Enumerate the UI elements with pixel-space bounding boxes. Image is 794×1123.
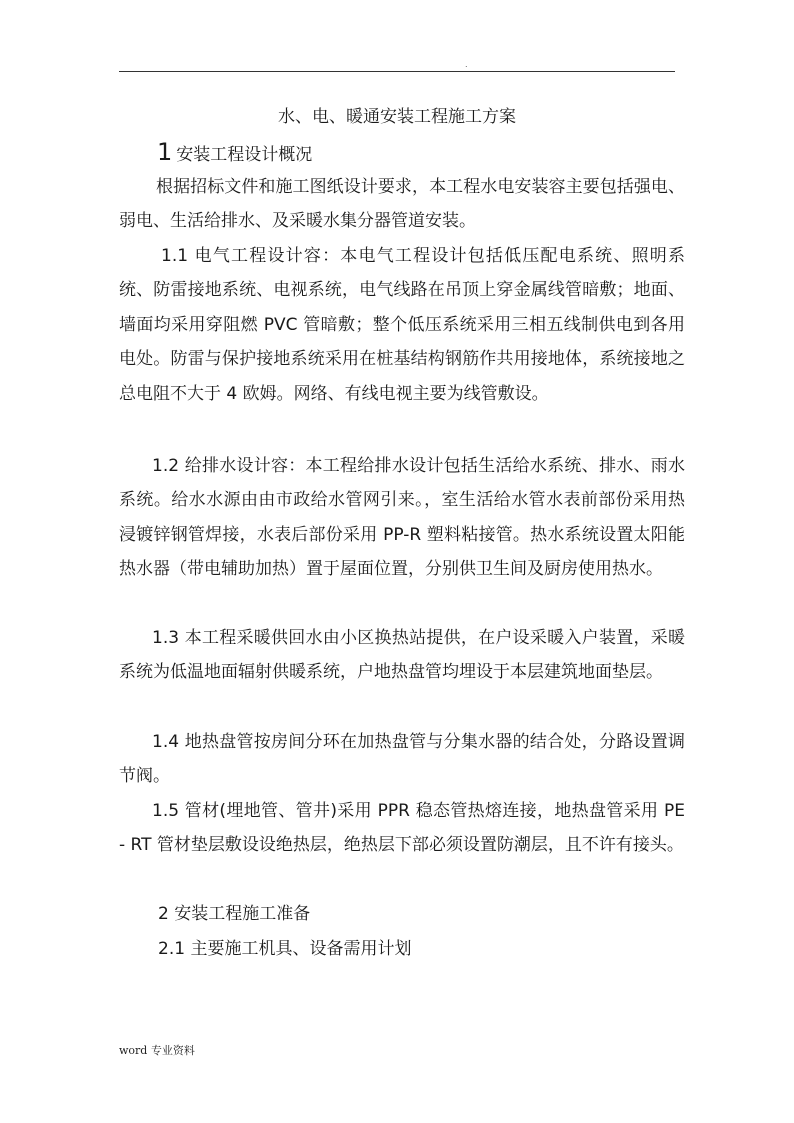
paragraph-1-4: 1.4 地热盘管按房间分环在加热盘管与分集水器的结合处，分路设置调节阀。 — [119, 732, 685, 787]
paragraph-1-5: 1.5 管材(埋地管、管井)采用 PPR 稳态管热熔连接，地热盘管采用 PE - RT 管材垫层敷设设绝热层，绝热层下部必须设置防潮层，且不许有接头。 — [119, 801, 685, 856]
section-1-heading — [157, 138, 312, 169]
section-1-title: 安装工程设计概况 — [176, 145, 313, 165]
paragraph-1-1: 1.1 电气工程设计容：本电气工程设计包括低压配电系统、照明系统、防雷接地系统、电视系统，电气线路在吊顶上穿金属线管暗敷；地面、墙面均采用穿阻燃 PVC 管暗敷；整个低压系统采用三相五线制供电到各用电处。防雷与保护接地系统采用在桩基结构钢筋作共用接地体，系统接地之总电阻不大于 4 欧姆。网络、有线电视主要为线管敷设。 — [119, 246, 685, 404]
paragraph-intro: 根据招标文件和施工图纸设计要求，本工程水电安装容主要包括强电、弱电、生活给排水、及采暖水集分器管道安装。 — [119, 177, 685, 232]
section-2-heading: 2 安装工程施工准备 — [158, 904, 311, 924]
header-rule — [119, 71, 675, 72]
paragraph-1-3: 1.3 本工程采暖供回水由小区换热站提供，在户设采暖入户装置，采暖系统为低温地面辐射供暖系统，户地热盘管均埋设于本层建筑地面垫层。 — [119, 628, 685, 683]
footer-text: word 专业资料 — [119, 1044, 195, 1057]
paragraph-1-2: 1.2 给排水设计容：本工程给排水设计包括生活给水系统、排水、雨水系统。给水水源由由市政给水管网引来。，室生活给水管水表前部份采用热浸镀锌钢管焊接，水表后部份采用 PP-R 塑料粘接管。热水系统设置太阳能热水器（带电辅助加热）置于屋面位置，分别供卫生间及厨房使用热水。 — [119, 456, 685, 580]
section-2-1-heading: 2.1 主要施工机具、设备需用计划 — [158, 939, 412, 959]
section-1-number: 1 — [157, 138, 173, 166]
document-title: 水、电、暖通安装工程施工方案 — [278, 107, 516, 127]
header-dot: . — [465, 60, 468, 69]
